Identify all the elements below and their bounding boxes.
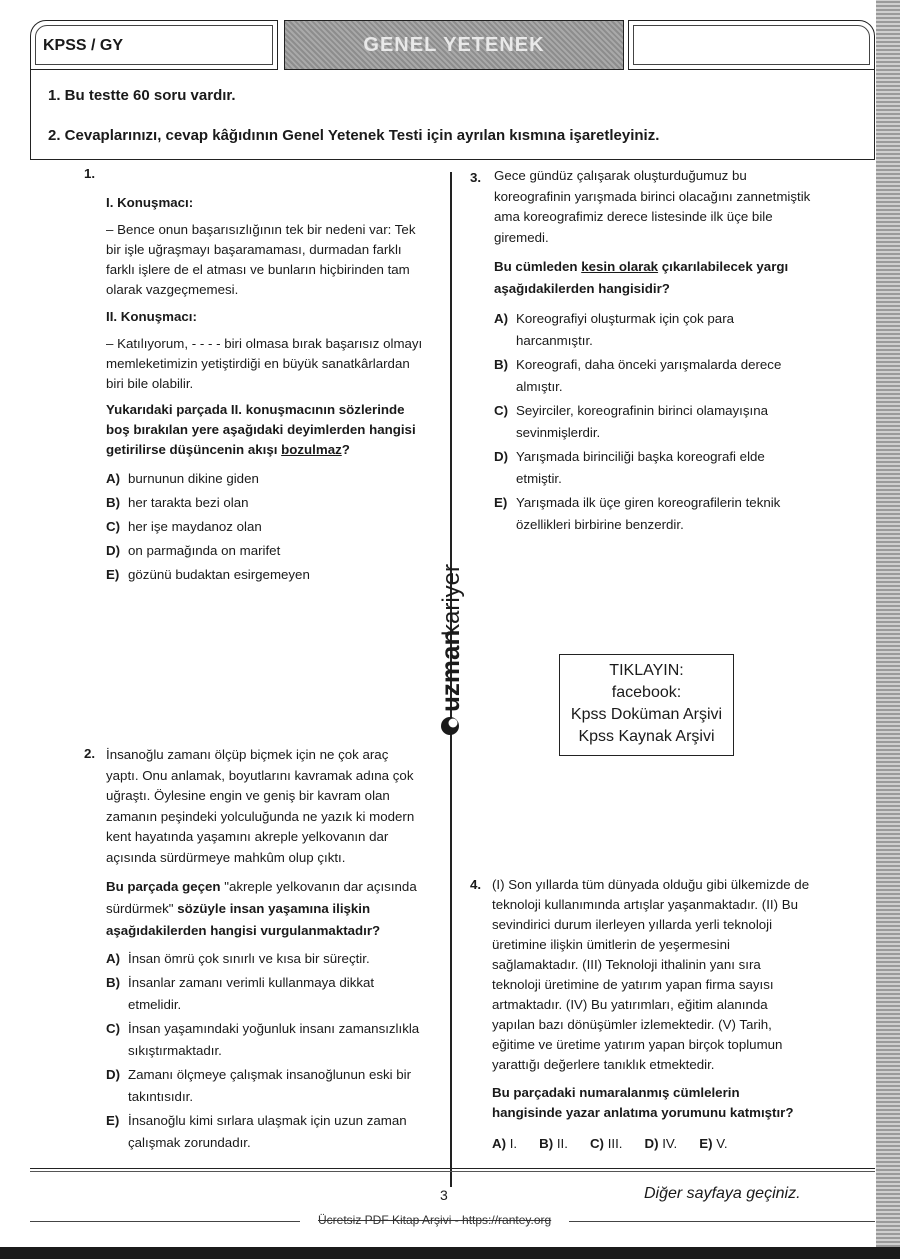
q2-option-d[interactable]: D) Zamanı ölçmeye çalışmak insanoğlunun eski bir takıntısıdır.: [106, 1067, 412, 1104]
archive-link[interactable]: Ücretsiz PDF Kitap Arşivi - https://rantey.org: [300, 1213, 569, 1227]
header: [30, 20, 875, 70]
q2-option-c[interactable]: C) İnsan yaşamındaki yoğunluk insanı zamansızlıkla sıkıştırmaktadır.: [106, 1021, 420, 1058]
question-2: [106, 745, 424, 1156]
footer-rule: [30, 1168, 875, 1169]
instruction-1: 1. Bu testte 60 soru vardır.: [48, 87, 236, 104]
q1-option-a[interactable]: A) burnunun dikine giden: [106, 471, 259, 486]
q2-option-b[interactable]: B) İnsanlar zamanı verimli kullanmaya dikkat etmelidir.: [106, 975, 375, 1012]
q2-options: [106, 948, 424, 1154]
q2-option-e[interactable]: E) İnsanoğlu kimi sırlara ulaşmak için uzun zaman çalışmak zorundadır.: [106, 1113, 407, 1150]
header-right: [628, 20, 875, 70]
header-left: [30, 20, 278, 70]
q3-option-e[interactable]: E) Yarışmada ilk üçe giren koreografilerin teknik özellikleri birbirine benzerdir.: [494, 495, 781, 532]
q4-options: [492, 1133, 812, 1157]
question-1: [106, 192, 424, 588]
q1-number: 1.: [84, 166, 96, 181]
footer-rule-2: [30, 1171, 875, 1172]
q4-option-c[interactable]: C) III.: [589, 1136, 623, 1151]
notice-line-2: facebook:: [611, 684, 682, 701]
q3-option-b[interactable]: B) Koreografi, daha önceki yarışmalarda derece almıştır.: [494, 357, 782, 394]
logo-bold-text: uzman: [435, 629, 465, 712]
q2-question: Bu parçada geçen "akreple yelkovanın dar açısında sürdürmek" sözüyle insan yaşamına ilişkin aşağıdakilerden hangisi vurgulanmaktadır?: [106, 879, 417, 938]
q1-speaker2: II. Konuşmacı:: [106, 309, 197, 324]
q3-number: 3.: [470, 170, 482, 185]
q4-question: Bu parçadaki numaralanmış cümlelerin hangisinde yazar anlatıma yorumunu katmıştır?: [492, 1085, 794, 1120]
q1-option-c[interactable]: C) her işe maydanoz olan: [106, 519, 262, 534]
q1-option-e[interactable]: E) gözünü budaktan esirgemeyen: [106, 567, 310, 582]
q3-option-a[interactable]: A) Koreografiyi oluşturmak için çok para harcanmıştır.: [494, 311, 735, 348]
q3-question: Bu cümleden kesin olarak çıkarılabilecek yargı aşağıdakilerden hangisidir?: [494, 259, 789, 296]
publisher-logo: [428, 548, 474, 738]
q4-number: 4.: [470, 877, 482, 892]
notice-box[interactable]: [559, 654, 734, 756]
q4-option-e[interactable]: E) V.: [699, 1136, 728, 1151]
question-4: [492, 875, 812, 1157]
q3-text: Gece gündüz çalışarak oluşturduğumuz bu koreografinin yarışmada birinci olacağını zannetmiştik ama koreografimiz derece listesinde ilk üçe bile giremedi.: [494, 168, 811, 245]
notice-line-1: TIKLAYIN:: [609, 662, 684, 679]
instructions-box: [30, 70, 875, 160]
scan-bottom-edge: [0, 1247, 900, 1259]
q4-text: (I) Son yıllarda tüm dünyada olduğu gibi ülkemizde de teknoloji kullanımında artışlar yaşanmaktadır. (II) Bu sevindirici durum ilerleyen yıllarda yerli teknoloji üretimine ilişkin ümitlerin de yeşermesini sağlamaktadır. (III) Teknoloji ithalinin yanı sıra teknoloji üretimine de yatırım yapan firma sayısı artmaktadır. (IV) Bu yatırımları, eğitim alanında yapılan bazı dönüşümler izlemektedir. (V) Tarih, eğitime ve üretime yatırım yapan birçok toplumun yarattığı değerlere tanıklık etmektedir.: [492, 877, 810, 1072]
q1-text1: – Bence onun başarısızlığının tek bir nedeni var: Tek bir işle uğraşmayı başaramaması, durmadan farklı farklı işlere de el atması ve bunların hiçbirinden tam olarak vazgeçmemesi.: [106, 222, 416, 297]
q3-underlined: kesin olarak: [581, 259, 659, 274]
next-page-note: Diğer sayfaya geçiniz.: [644, 1185, 801, 1202]
q2-text: İnsanoğlu zamanı ölçüp biçmek için ne çok araç yaptı. Onu anlamak, boyutlarını kavramak adına çok uğraştı. Öylesine engin ve geniş bir kavram olan zamanın peşindeki yolculuğunda ne yazık ki modern kent hayatında yaşamını akreple yelkovanın dar açısında sürdürmeye mahkûm olup çıktı.: [106, 747, 415, 865]
q1-underlined: bozulmaz: [281, 442, 342, 457]
notice-line-4: Kpss Kaynak Arşivi: [578, 728, 715, 745]
logo-light-text: kariyer: [438, 563, 465, 636]
exam-label: KPSS / GY: [43, 37, 124, 54]
q2-option-a[interactable]: A) İnsan ömrü çok sınırlı ve kısa bir süreçtir.: [106, 951, 370, 966]
instruction-2: 2. Cevaplarınızı, cevap kâğıdının Genel Yetenek Testi için ayrılan kısmına işaretleyiniz.: [48, 127, 660, 144]
q3-option-c[interactable]: C) Seyirciler, koreografinin birinci olamayışına sevinmişlerdir.: [494, 403, 769, 440]
notice-line-3: Kpss Doküman Arşivi: [570, 706, 723, 723]
scan-edge: [876, 0, 900, 1259]
logo-mark-icon: [441, 717, 459, 735]
q4-option-b[interactable]: B) II.: [539, 1136, 568, 1151]
q1-options: [106, 468, 424, 586]
q1-speaker1: I. Konuşmacı:: [106, 195, 194, 210]
q2-number: 2.: [84, 746, 96, 761]
q1-question: Yukarıdaki parçada II. konuşmacının sözlerinde boş bırakılan yere aşağıdaki deyimlerden hangisi getirilirse düşüncenin akışı bozulmaz?: [106, 402, 416, 457]
q1-option-d[interactable]: D) on parmağında on marifet: [106, 543, 281, 558]
header-title: GENEL YETENEK: [284, 20, 624, 70]
q1-option-b[interactable]: B) her tarakta bezi olan: [106, 495, 249, 510]
q4-option-a[interactable]: A) I.: [492, 1136, 518, 1151]
q3-option-d[interactable]: D) Yarışmada birinciliği başka koreografi elde etmiştir.: [494, 449, 765, 486]
q3-options: [494, 308, 812, 536]
q1-text2: – Katılıyorum, - - - - biri olmasa bırak başarısız olmayı memleketimizin yetiştirdiği en büyük sanatkârlardan biri bile olabilir.: [106, 336, 423, 391]
q4-option-d[interactable]: D) IV.: [644, 1136, 678, 1151]
page-number: 3: [440, 1187, 448, 1203]
question-3: [494, 166, 812, 538]
